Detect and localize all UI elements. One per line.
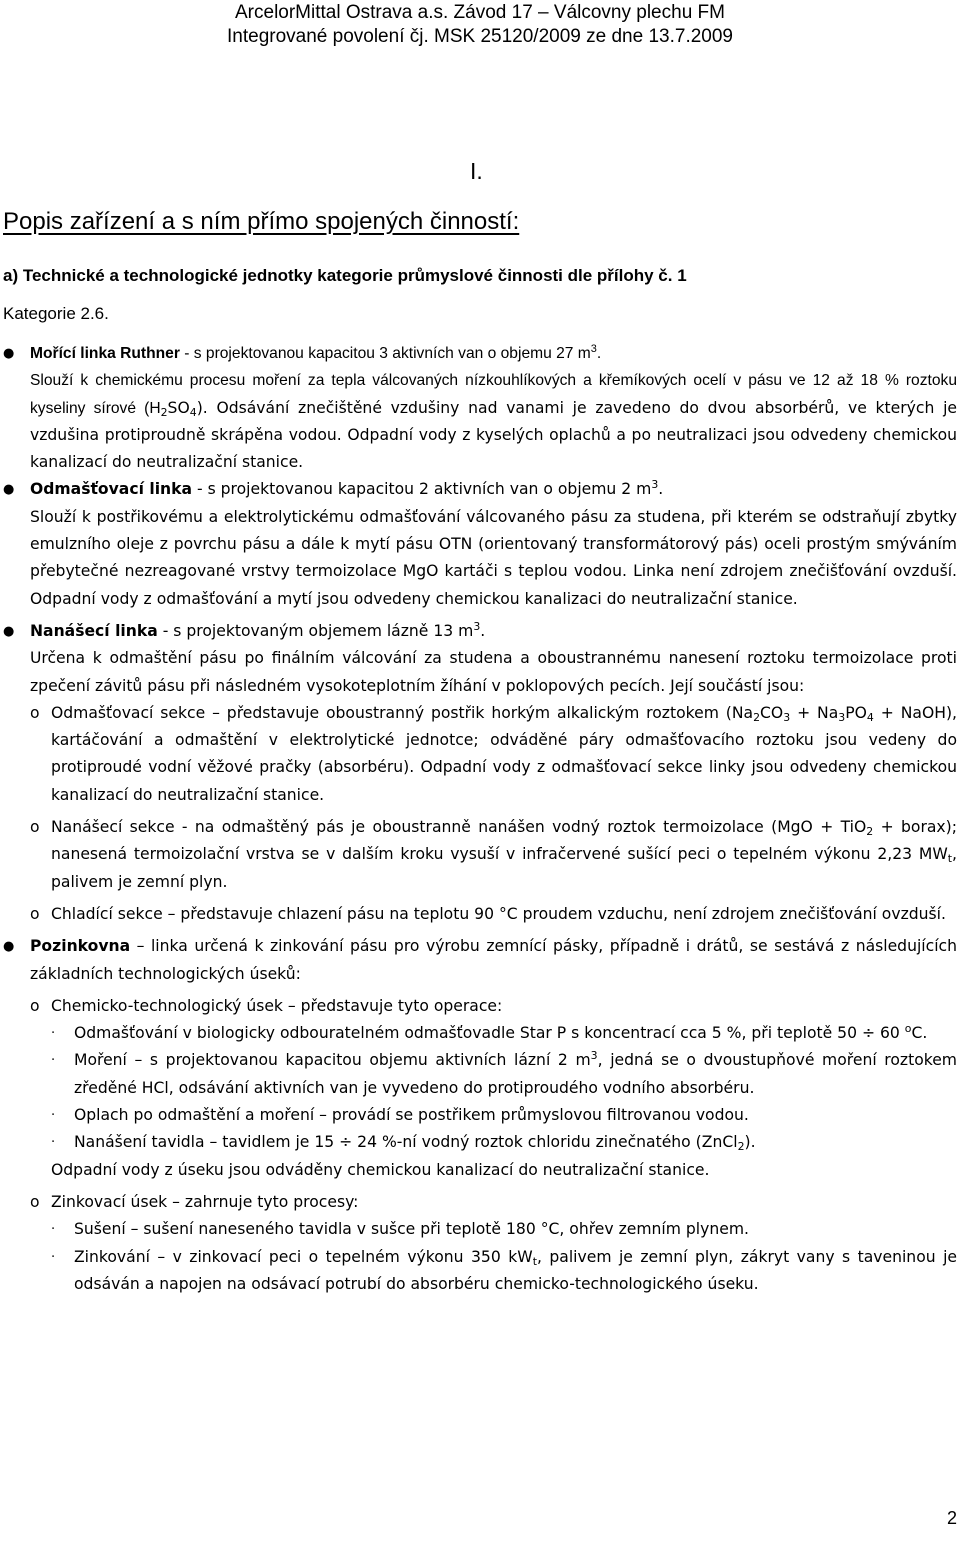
header-line-1: ArcelorMittal Ostrava a.s. Závod 17 – Válcovny plechu FM	[235, 2, 725, 23]
operation-oplach	[0, 1102, 960, 1129]
text: Oplach po odmaštění a moření – provádí se postřikem průmyslovou filtrovanou vodou.	[74, 1106, 749, 1125]
list-item-odmastovaci-sekce	[0, 700, 960, 809]
bullet-odmastovaci-linka	[0, 476, 960, 503]
text: ).	[744, 1133, 756, 1152]
bullet-title: Nanášecí linka	[30, 621, 158, 640]
subscript: t	[532, 1254, 537, 1268]
text: , palivem je zemní plyn.	[51, 845, 957, 891]
header-line-2: Integrované povolení čj. MSK 25120/2009 ze dne 13.7.2009	[227, 26, 733, 47]
superscript: 3	[590, 1049, 598, 1063]
text: Nanášecí sekce - na odmaštěný pás je oboustranně nanášen vodný roztok termoizolace (MgO + TiO	[51, 818, 867, 837]
text: Odmašťování v biologicky odbouratelném odmašťovadle Star P s koncentrací cca 5 %, při teplotě 50 ÷ 60	[74, 1024, 905, 1043]
dot-marker: ·	[51, 1249, 56, 1265]
circle-marker: o	[30, 1192, 40, 1211]
text: Chemicko-technologický úsek – představuje tyto operace:	[51, 996, 503, 1015]
bullet-marker: ●	[3, 346, 15, 361]
superscript: 3	[590, 343, 597, 355]
circle-marker: o	[30, 818, 40, 837]
dot-marker: ·	[51, 1053, 56, 1069]
bullet-moricí-linka	[0, 340, 960, 367]
superscript: 3	[651, 478, 659, 492]
text: SO	[167, 398, 190, 417]
list-item-nanaseci-sekce	[0, 814, 960, 896]
list-item-chladici-sekce	[0, 901, 960, 928]
text: ). Odsávání znečištěné vzdušiny nad vanami je zavedeno do dvou absorbérů, ve kterých je vzdušina protiproudně skrápěna vodou. Odpadní vody z kyselých oplachů a po neutralizaci jsou odvedeny chemickou kanalizací do neutralizační stanice.	[30, 398, 957, 472]
text: – linka určená k zinkování pásu pro výrobu zemnící pásky, případně i drátů, se sestává z následujících základních technologických úseků:	[30, 937, 957, 983]
bullet-capacity: - s projektovaným objemem lázně 13 m	[157, 621, 474, 640]
superscript: o	[904, 1022, 912, 1036]
period: .	[480, 621, 486, 640]
subscript: t	[947, 852, 953, 866]
section-number: I.	[470, 158, 483, 184]
bullet-heading	[30, 476, 957, 503]
dot-marker: ·	[51, 1108, 56, 1124]
superscript: 3	[473, 619, 481, 633]
operation-odmastovani	[0, 1020, 960, 1047]
bullet-title: Pozinkovna	[30, 937, 131, 956]
bullet-pozinkovna	[0, 933, 960, 988]
text: Sušení – sušení naneseného tavidla v sušce při teplotě 180 °C, ohřev zemním plynem.	[74, 1220, 749, 1239]
period: .	[658, 480, 664, 499]
circle-marker: o	[30, 703, 40, 722]
bullet-marker: ●	[3, 939, 15, 955]
subscript: 2	[866, 825, 874, 839]
text: + Na	[790, 703, 839, 722]
text: CO	[760, 703, 784, 722]
text: Zinkovací úsek – zahrnuje tyto procesy:	[51, 1192, 359, 1211]
bullet-marker: ●	[3, 623, 15, 639]
section-title: Popis zařízení a s ním přímo spojených činností:	[3, 208, 520, 235]
circle-marker: o	[30, 904, 40, 923]
chem-note: Odpadní vody z úseku jsou odváděny chemickou kanalizací do neutralizační stanice.	[51, 1160, 710, 1179]
subscript: 2	[160, 405, 168, 419]
document-body	[0, 340, 960, 1298]
subscript: 2	[737, 1140, 745, 1154]
paragraph-odmastovaci-linka: Slouží k postřikovému a elektrolytickému odmašťování válcovaného pásu za studena, při kterém se odstraňují zbytky emulzního oleje z povrchu pásu a dále k mytí pásu OTN (orientovaný transformátorový pás) oceli prostým smýváním přebytečné nezreagované vrstvy termoizolace MgO kartáči s teplou vodou. Linka není zdrojem znečišťování ovzduší. Odpadní vody z odmašťování a mytí jsou odvedeny chemickou kanalizaci do neutralizační stanice.	[30, 507, 957, 608]
text: + NaOH), kartáčování a odmaštění v elektrolytické jednotce; odváděné páry odmašťovacího roztoku jsou vedeny do protiproudé vodní věžové pračky (absorbéru). Odpadní vody z odmašťovací sekce linky jsou odvedeny chemickou kanalizací do neutralizační stanice.	[51, 703, 957, 804]
bullet-capacity: - s projektovanou kapacitou 3 aktivních van o objemu 27 m	[179, 345, 591, 362]
circle-marker: o	[30, 996, 40, 1015]
bullet-nanaseci-linka	[0, 618, 960, 645]
period: .	[596, 345, 602, 362]
subscript: 3	[838, 710, 846, 724]
text: , jedná se o dvoustupňové moření roztokem zředěné HCl, odsávání aktivních van je vyvedeno do protiproudého vodního absorbéru.	[74, 1051, 957, 1097]
page-number: 2	[946, 1508, 957, 1528]
paragraph-nanaseci-linka: Určena k odmaštění pásu po finálním válcování za studena a oboustrannému nanesení roztoku termoizolace proti zpečení závitů pásu při následném vysokoteplotním žíhání v poklopových pecích. Její součástí jsou:	[30, 649, 957, 695]
list-item-zinkovaci-usek	[0, 1189, 960, 1216]
operation-naneseni-tavidla	[0, 1129, 960, 1156]
text: , palivem je zemní plyn, zákryt vany s taveninou je odsáván a napojen na odsávací potrubí do absorbéru chemicko-technologického úseku.	[74, 1247, 957, 1293]
operation-zinkovani	[0, 1244, 960, 1299]
subscript: 2	[753, 710, 761, 724]
operation-moreni	[0, 1047, 960, 1102]
text: C.	[911, 1024, 928, 1043]
text: Nanášení tavidla – tavidlem je 15 ÷ 24 %-ní vodný roztok chloridu zinečnatého (ZnCl	[74, 1133, 738, 1152]
bullet-heading	[30, 340, 957, 367]
bullet-heading	[30, 618, 957, 645]
text: Moření – s projektovanou kapacitou objemu aktivních lázní 2 m	[74, 1051, 591, 1070]
dot-marker: ·	[51, 1135, 56, 1151]
text: PO	[845, 703, 867, 722]
subscript: 3	[783, 710, 791, 724]
paragraph-moricí-linka	[0, 367, 960, 476]
subscript: 4	[189, 405, 197, 419]
bullet-title: Odmašťovací linka	[30, 480, 193, 499]
bullet-capacity: - s projektovanou kapacitou 2 aktivních van o objemu 2 m	[192, 480, 652, 499]
operation-suseni	[0, 1216, 960, 1243]
bullet-title: Mořící linka Ruthner	[30, 345, 180, 362]
dot-marker: ·	[51, 1026, 56, 1042]
subsection-heading: a) Technické a technologické jednotky kategorie průmyslové činnosti dle přílohy č. 1	[3, 266, 687, 285]
text: Slouží k chemickému procesu moření za tepla válcovaných nízkouhlíkových a křemíkových ocelí v pásu ve 12 až 18 % roztoku kyseliny sírové (H	[30, 372, 957, 417]
text: + borax); nanesená termoizolační vrstva se v dalším kroku vysuší v infračervené sušící peci o tepelném výkonu 2,23 MW	[51, 818, 957, 864]
list-item-chemicko-technologicky-usek	[0, 993, 960, 1020]
text: Odmašťovací sekce – představuje oboustranný postřik horkým alkalickým roztokem (Na	[51, 703, 754, 722]
text: Chladící sekce – představuje chlazení pásu na teplotu 90 °C proudem vzduchu, není zdrojem znečišťování ovzduší.	[51, 904, 946, 923]
dot-marker: ·	[51, 1222, 56, 1238]
category-label: Kategorie 2.6.	[3, 304, 109, 323]
text: Zinkování – v zinkovací peci o tepelném výkonu 350 kW	[74, 1247, 533, 1266]
subscript: 4	[866, 710, 874, 724]
bullet-marker: ●	[3, 482, 15, 498]
